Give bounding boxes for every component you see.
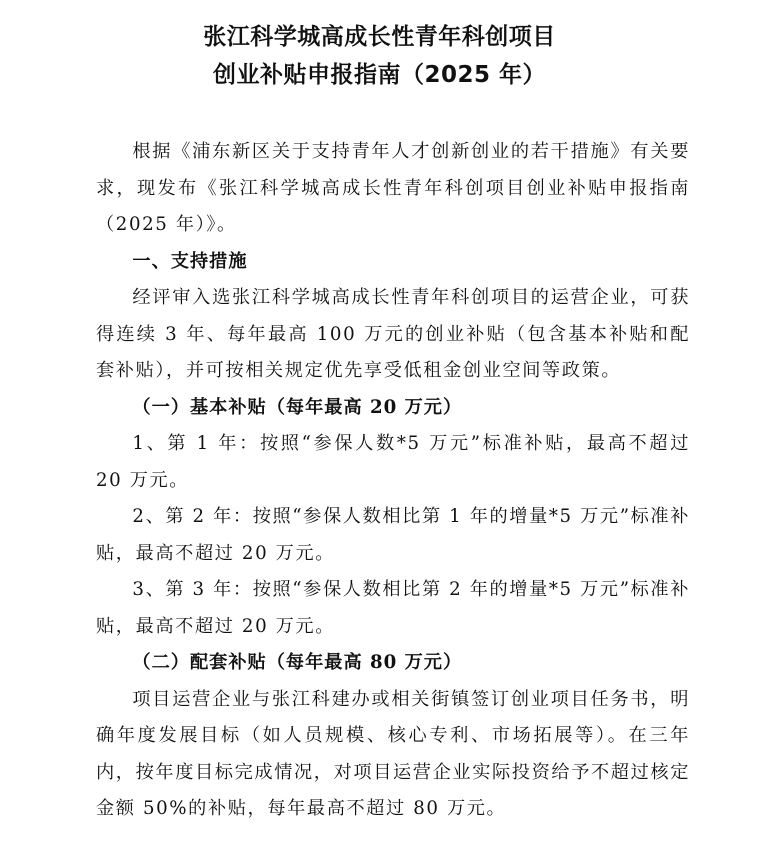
document-title-line2: 创业补贴申报指南（2025 年） [212, 62, 547, 88]
basic-subsidy-item-3: 3、第 3 年：按照“参保人数相比第 2 年的增量*5 万元”标准补贴，最高不超过 20 万元。 [96, 579, 690, 637]
subsection-heading-basic-subsidy: （一）基本补贴（每年最高 20 万元） [132, 396, 463, 418]
basic-subsidy-item-2: 2、第 2 年：按照“参保人数相比第 1 年的增量*5 万元”标准补贴，最高不超过 20 万元。 [96, 506, 690, 564]
support-measures-paragraph: 经评审入选张江科学城高成长性青年科创项目的运营企业，可获得连续 3 年、每年最高 100 万元的创业补贴（包含基本补贴和配套补贴），并可按相关规定优先享受低租金创业空间等政策。 [96, 287, 690, 381]
intro-paragraph: 根据《浦东新区关于支持青年人才创新创业的若干措施》有关要求，现发布《张江科学城高成长性青年科创项目创业补贴申报指南（2025 年）》。 [96, 141, 690, 235]
basic-subsidy-item-1: 1、第 1 年：按照“参保人数*5 万元”标准补贴，最高不超过 20 万元。 [96, 433, 690, 491]
matching-subsidy-paragraph: 项目运营企业与张江科建办或相关街镇签订创业项目任务书，明确年度发展目标（如人员规模、核心专利、市场拓展等）。在三年内，按年度目标完成情况，对项目运营企业实际投资给予不超过核定金额 50%的补贴，每年最高不超过 80 万元。 [96, 688, 690, 819]
document-body [96, 134, 690, 828]
subsection-heading-matching-subsidy: （二）配套补贴（每年最高 80 万元） [132, 652, 463, 673]
section-heading-support-measures: 一、支持措施 [132, 250, 248, 272]
document-title-line1: 张江科学城高成长性青年科创项目 [203, 24, 556, 50]
